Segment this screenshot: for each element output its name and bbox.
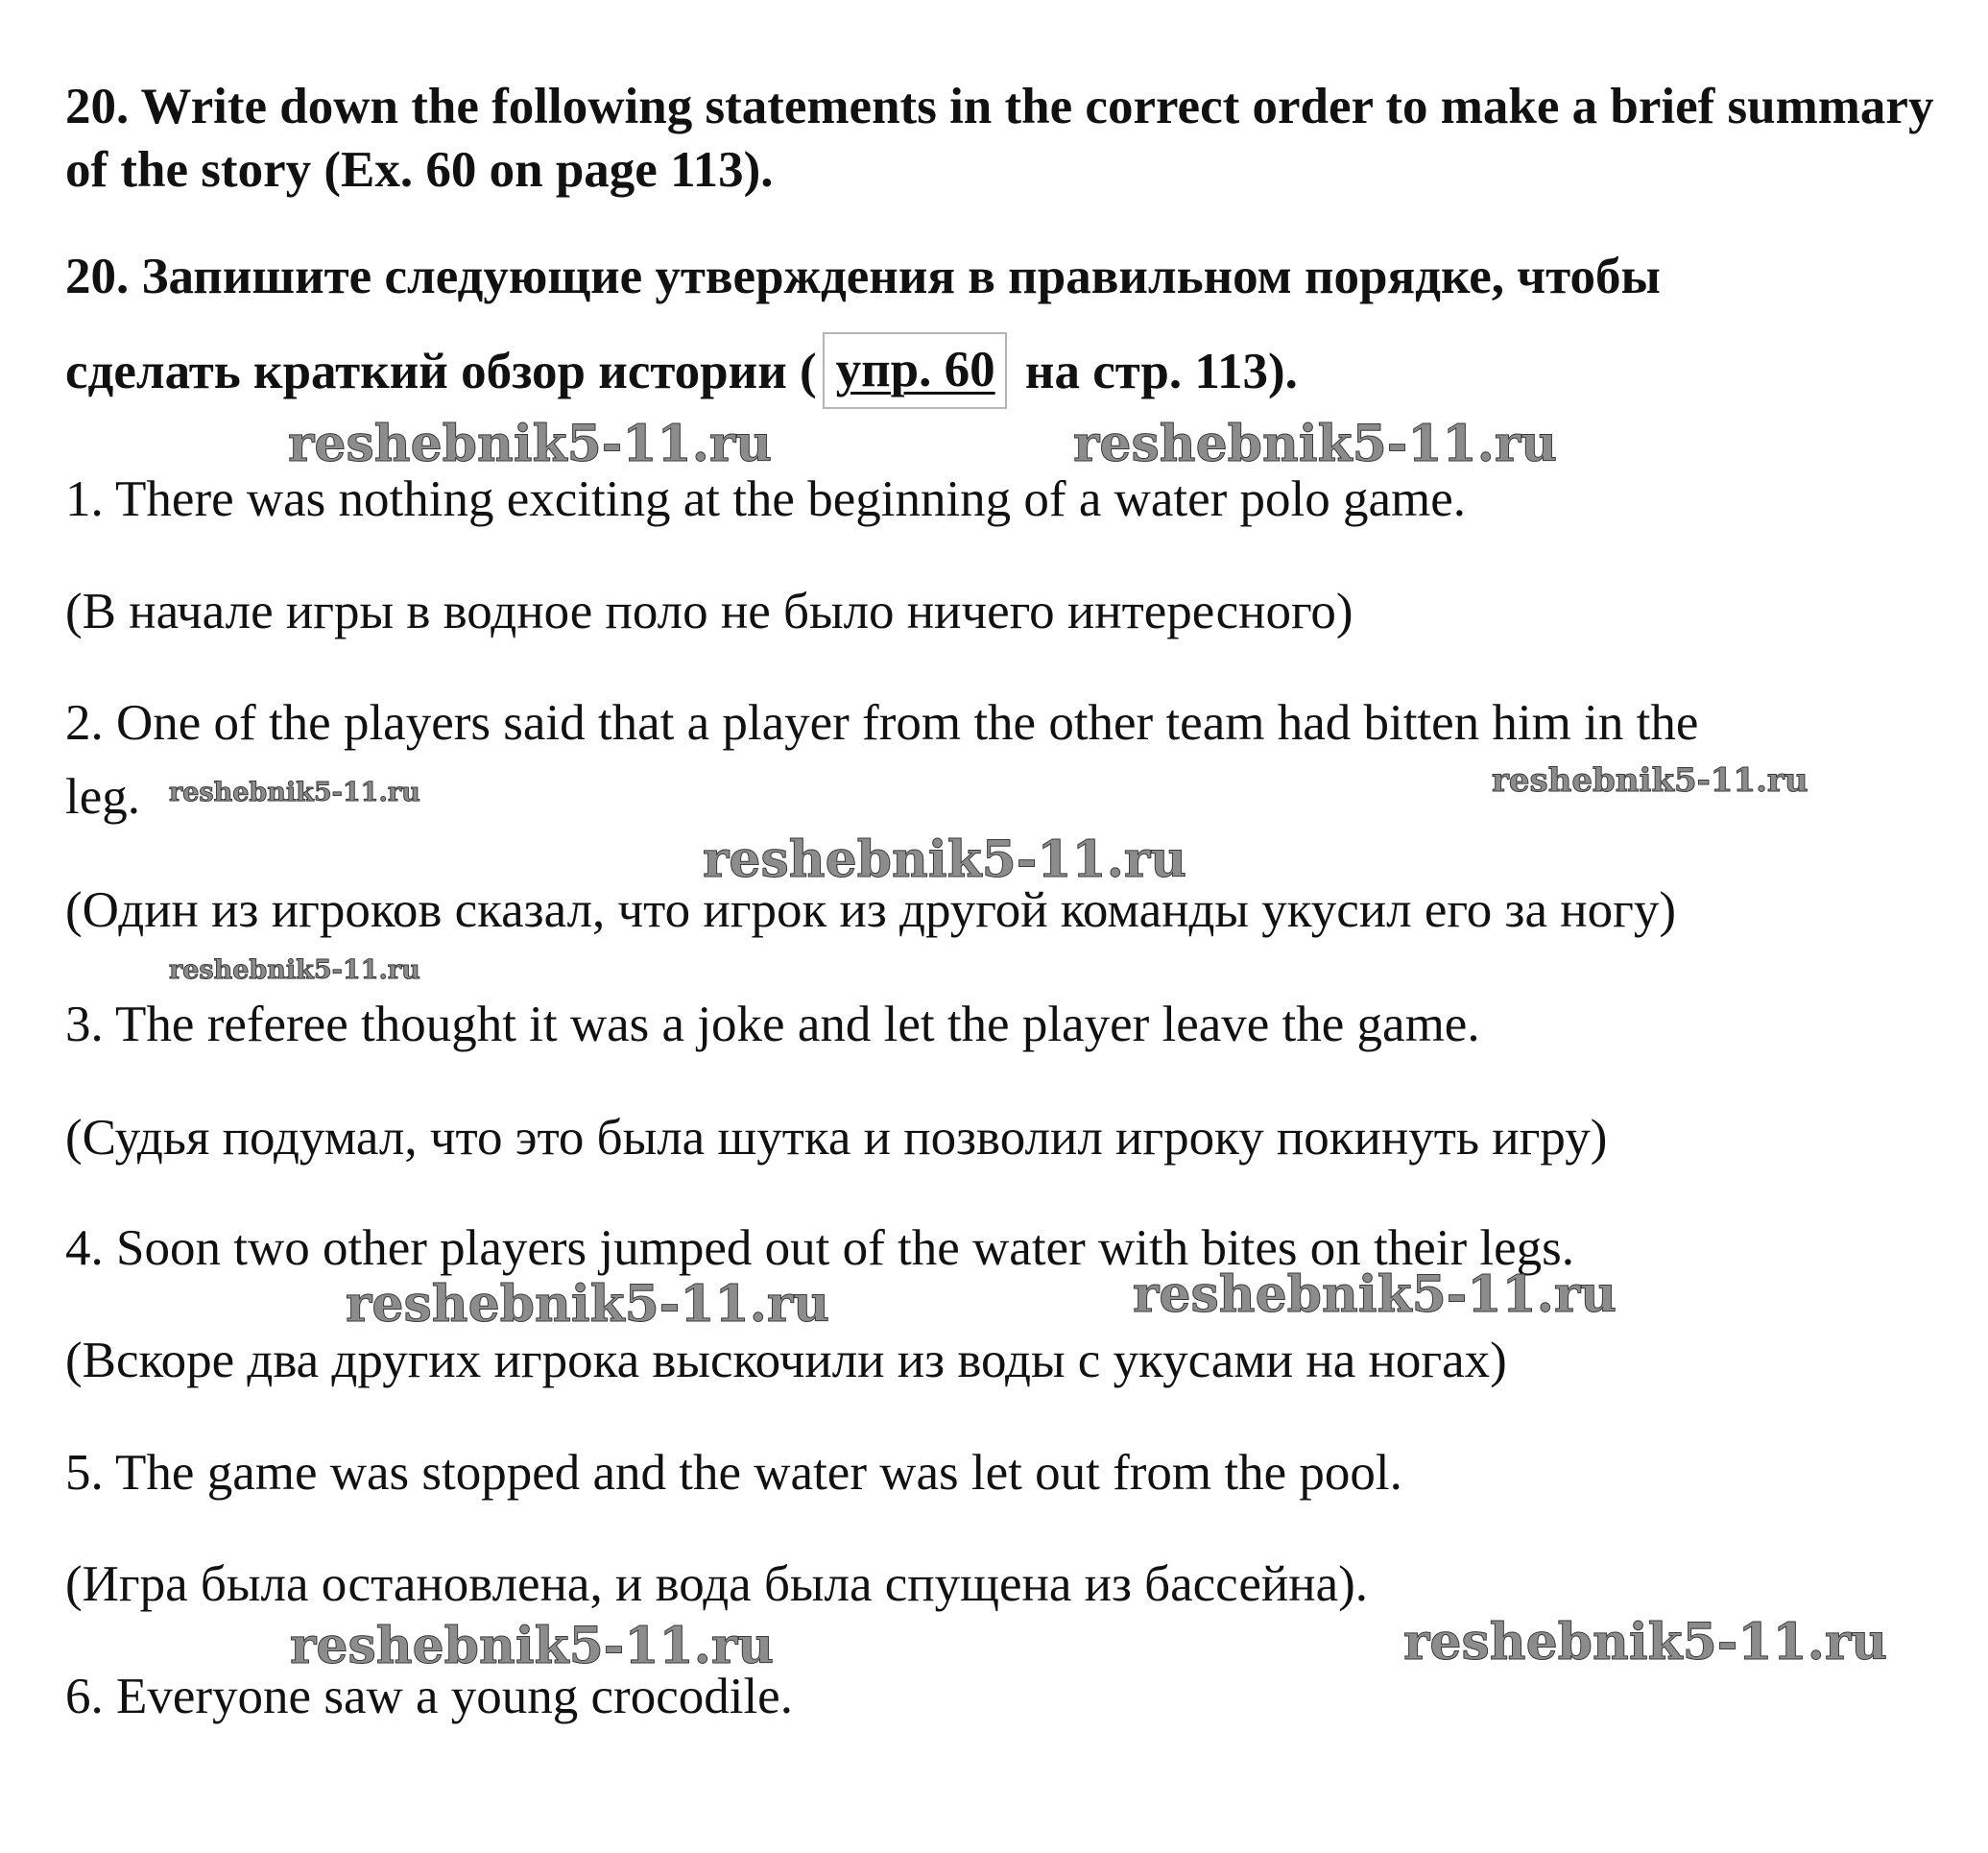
statement-3-english: 3. The referee thought it was a joke and let the player leave the game. bbox=[65, 997, 1480, 1052]
watermark: reshebnik5-11.ru bbox=[1073, 415, 1558, 473]
exercise-heading-russian-line1: 20. Запишите следующие утверждения в правильном порядке, чтобы bbox=[65, 249, 1661, 304]
statement-4-russian: (Вскоре два других игрока выскочили из воды с укусами на ногах) bbox=[65, 1333, 1507, 1388]
watermark: reshebnik5-11.ru bbox=[288, 415, 773, 473]
heading-russian-text-after: на стр. 113). bbox=[1012, 344, 1298, 400]
watermark: reshebnik5-11.ru bbox=[169, 955, 420, 985]
statement-5-russian: (Игра была остановлена, и вода была спущена из бассейна). bbox=[65, 1556, 1369, 1612]
exercise-reference-box[interactable] bbox=[823, 332, 1007, 409]
exercise-heading-russian-line2 bbox=[65, 338, 1947, 415]
statement-4-english: 4. Soon two other players jumped out of the water with bites on their legs. bbox=[65, 1220, 1575, 1276]
watermark: reshebnik5-11.ru bbox=[346, 1275, 830, 1334]
statement-2-english-line1: 2. One of the players said that a player from the other team had bitten him in the bbox=[65, 695, 1699, 751]
exercise-reference-link[interactable]: упр. 60 bbox=[835, 342, 995, 397]
watermark: reshebnik5-11.ru bbox=[1492, 761, 1808, 800]
statement-2-russian: (Один из игроков сказал, что игрок из другой команды укусил его за ногу) bbox=[65, 882, 1677, 938]
heading-russian-text-before: сделать краткий обзор истории ( bbox=[65, 344, 817, 400]
statement-1-russian: (В начале игры в водное поло не было ничего интересного) bbox=[65, 584, 1353, 639]
statement-3-russian: (Судья подумал, что это была шутка и позволил игроку покинуть игру) bbox=[65, 1110, 1608, 1166]
watermark: reshebnik5-11.ru bbox=[703, 830, 1187, 889]
statement-1-english: 1. There was nothing exciting at the beginning of a water polo game. bbox=[65, 471, 1467, 527]
watermark: reshebnik5-11.ru bbox=[169, 778, 420, 807]
watermark: reshebnik5-11.ru bbox=[290, 1617, 775, 1675]
exercise-heading-english: 20. Write down the following statements in the correct order to make a brief summary of the story (Ex. 60 on page 113). bbox=[65, 79, 1934, 198]
watermark: reshebnik5-11.ru bbox=[1403, 1613, 1888, 1672]
statement-6-english: 6. Everyone saw a young crocodile. bbox=[65, 1669, 793, 1724]
statement-2-english-line2: leg. bbox=[65, 769, 140, 825]
statement-5-english: 5. The game was stopped and the water was let out from the pool. bbox=[65, 1445, 1402, 1501]
watermark: reshebnik5-11.ru bbox=[1133, 1265, 1617, 1324]
